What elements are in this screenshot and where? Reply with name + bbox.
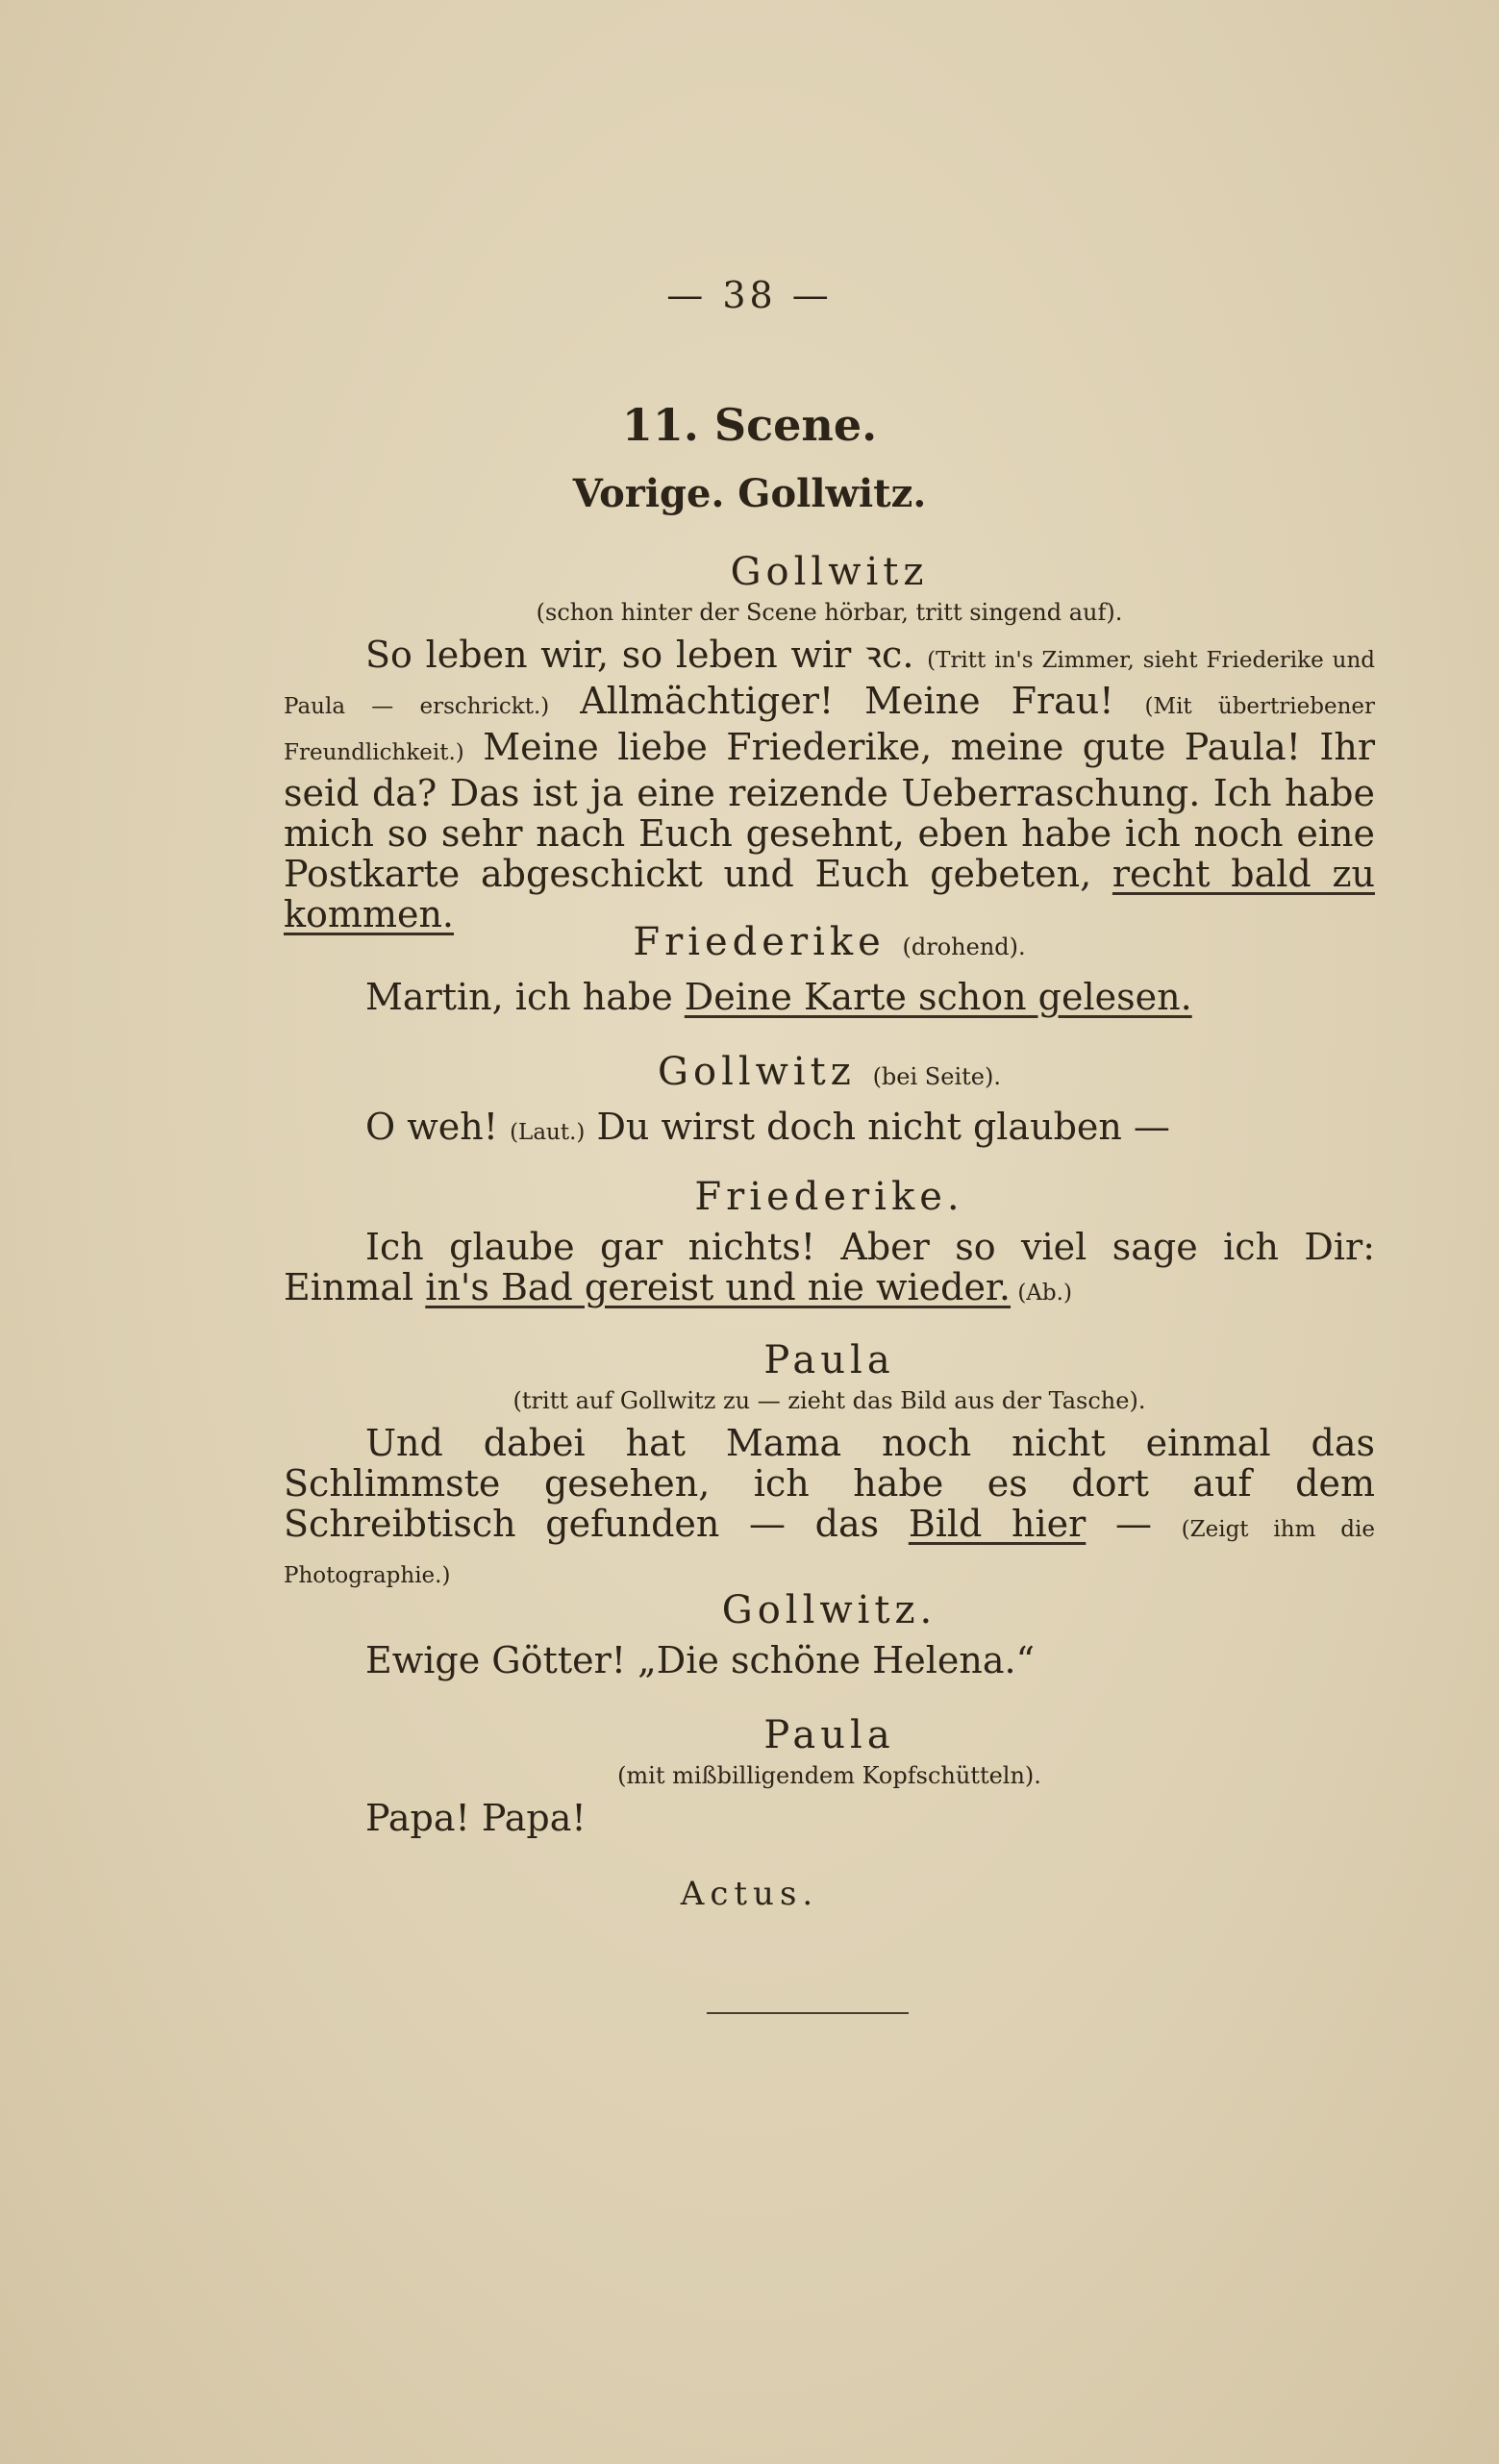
- speaker-name: Gollwitz: [658, 1050, 856, 1094]
- speech-text: [284, 1227, 1375, 1313]
- underlined-text: recht bald zu kommen.: [284, 853, 1375, 935]
- speaker-name: Paula: [763, 1713, 895, 1757]
- dialogue-block-7: [284, 1711, 1375, 1838]
- speech-text: [284, 635, 1375, 934]
- speech-fragment: Papa! Papa!: [365, 1797, 587, 1839]
- dialogue-block-5: [284, 1336, 1375, 1596]
- speaker-line: [284, 918, 1375, 971]
- stage-direction: (schon hinter der Scene hörbar, tritt singend auf).: [536, 599, 1123, 626]
- cast-list: Vorige. Gollwitz.: [572, 471, 927, 516]
- speaker-name: Gollwitz.: [721, 1588, 937, 1632]
- end-rule: [707, 2012, 909, 2014]
- speech-text: [284, 1107, 1375, 1153]
- speech-fragment: Und dabei hat Mama noch nicht einmal das Schlimmste gesehen, ich habe es dort auf dem Schreibtisch gefunden — das: [284, 1422, 1375, 1545]
- speech-text: [284, 1640, 1375, 1680]
- stage-direction: (Tritt in's Zimmer, sieht Friederike und Paula — erschrickt.): [284, 648, 1375, 719]
- underlined-text: Bild hier: [908, 1503, 1087, 1545]
- stage-direction: (mit mißbilligendem Kopfschütteln).: [617, 1762, 1041, 1789]
- speech-fragment: —: [1086, 1503, 1182, 1545]
- speech-fragment: Martin, ich habe: [365, 976, 685, 1018]
- speech-text: [284, 977, 1375, 1017]
- speaker-name: Friederike.: [694, 1175, 964, 1219]
- stage-direction: (Ab.): [1011, 1281, 1072, 1306]
- page-number: — 38 —: [666, 274, 833, 316]
- speech-text: [284, 1798, 1375, 1838]
- scene-title: 11. Scene.: [621, 399, 878, 451]
- speech-fragment: Ich glaube gar nichts! Aber so viel sage ich Dir: Einmal: [284, 1226, 1375, 1308]
- speaker-name: Paula: [763, 1338, 895, 1382]
- speaker-name: Friederike: [633, 920, 886, 964]
- speech-fragment: Ewige Götter! „Die schöne Helena.“: [365, 1639, 1036, 1681]
- speech-fragment: Du wirst doch nicht glauben —: [585, 1106, 1170, 1148]
- stage-direction: (bei Seite).: [872, 1063, 1001, 1090]
- dialogue-block-2: [284, 918, 1375, 1017]
- underlined-text: in's Bad gereist und nie wieder.: [425, 1266, 1012, 1308]
- dialogue-block-4: [284, 1173, 1375, 1313]
- dialogue-block-3: [284, 1048, 1375, 1153]
- speech-fragment: Allmächtiger! Meine Frau!: [549, 680, 1145, 722]
- actus-label: Actus.: [680, 1875, 819, 1913]
- dialogue-block-1: [284, 548, 1375, 934]
- stage-direction: (Zeigt ihm die Photographie.): [284, 1517, 1375, 1588]
- speech-fragment: Meine liebe Friederike, meine gute Paula! Ihr seid da? Das ist ja eine reizende Ueberraschung. Ich habe mich so sehr nach Euch gesehnt, eben habe ich noch eine Postkarte abgeschickt und Euch gebeten,: [284, 726, 1375, 895]
- dialogue-block-6: [284, 1586, 1375, 1680]
- underlined-text: Deine Karte schon gelesen.: [684, 976, 1192, 1018]
- stage-direction: (tritt auf Gollwitz zu — zieht das Bild aus der Tasche).: [512, 1387, 1146, 1414]
- speaker-line: [284, 1048, 1375, 1101]
- speech-fragment: So leben wir, so leben wir ꝛc.: [365, 634, 928, 676]
- stage-direction: (Laut.): [510, 1120, 586, 1145]
- speech-text: [284, 1423, 1375, 1596]
- speech-fragment: O weh!: [365, 1106, 511, 1148]
- stage-direction: (Mit übertriebener Freundlichkeit.): [284, 694, 1375, 765]
- stage-direction: (drohend).: [902, 933, 1026, 960]
- speaker-name: Gollwitz: [730, 550, 929, 594]
